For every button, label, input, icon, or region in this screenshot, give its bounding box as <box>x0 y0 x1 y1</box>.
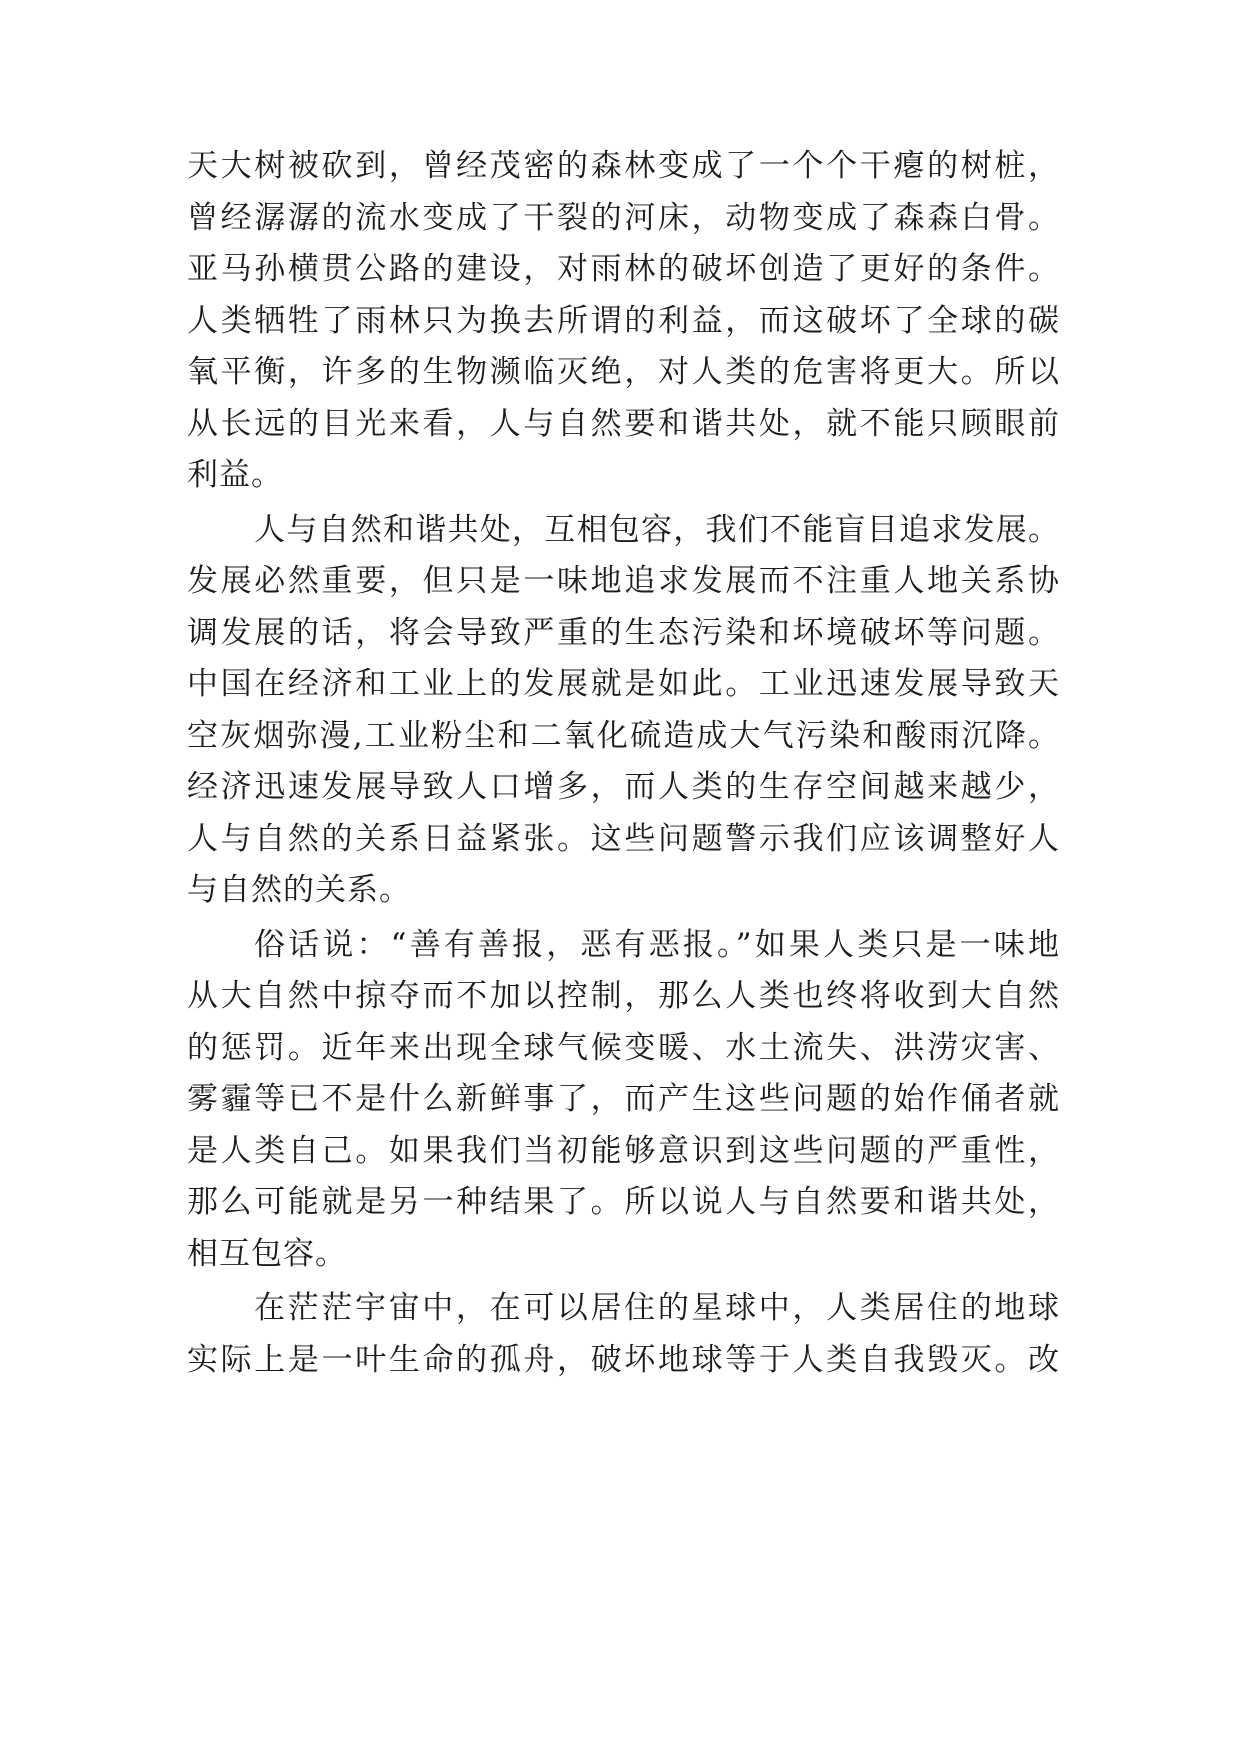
text-line: 人与自然的关系日益紧张。这些问题警示我们应该调整好人 <box>187 820 1060 857</box>
paragraph-1 <box>187 141 1060 502</box>
text-line: 与自然的关系。 <box>187 872 411 908</box>
paragraph-2 <box>187 505 1060 917</box>
text-line: 调发展的话，将会导致严重的生态污染和坏境破坏等问题。 <box>187 614 1060 651</box>
paragraph-4 <box>187 1283 1060 1386</box>
text-line: 人与自然和谐共处，互相包容，我们不能盲目追求发展。 <box>254 511 1060 548</box>
text-line: 是人类自己。如果我们当初能够意识到这些问题的严重性， <box>187 1132 1060 1169</box>
text-line: 亚马孙横贯公路的建设，对雨林的破坏创造了更好的条件。 <box>187 251 1060 287</box>
text-line: 那么可能就是另一种结果了。所以说人与自然要和谐共处， <box>187 1184 1060 1220</box>
text-line: 人类牺牲了雨林只为换去所谓的利益，而这破坏了全球的碳 <box>187 302 1060 339</box>
text-line: 氧平衡，许多的生物濒临灭绝，对人类的危害将更大。所以 <box>187 354 1060 390</box>
text-line: 从大自然中掠夺而不加以控制，那么人类也终将收到大自然 <box>187 978 1060 1014</box>
text-line: 在茫茫宇宙中，在可以居住的星球中，人类居住的地球 <box>254 1290 1060 1326</box>
text-line: 利益。 <box>187 457 283 493</box>
document-body <box>187 141 1060 1386</box>
text-line: 曾经潺潺的流水变成了干裂的河床，动物变成了森森白骨。 <box>187 199 1060 236</box>
text-line: 的惩罚。近年来出现全球气候变暖、水土流失、洪涝灾害、 <box>187 1029 1060 1066</box>
text-line: 发展必然重要，但只是一味地追求发展而不注重人地关系协 <box>187 563 1060 599</box>
text-line: 俗话说：“善有善报，恶有恶报。”如果人类只是一味地 <box>254 926 1060 963</box>
text-line: 相互包容。 <box>187 1235 347 1272</box>
text-line: 天大树被砍到，曾经茂密的森林变成了一个个干瘪的树桩， <box>187 148 1060 184</box>
paragraph-3 <box>187 920 1060 1281</box>
text-line: 雾霾等已不是什么新鲜事了，而产生这些问题的始作俑者就 <box>187 1081 1060 1117</box>
text-line: 从长远的目光来看，人与自然要和谐共处，就不能只顾眼前 <box>187 405 1060 442</box>
text-line: 空灰烟弥漫,工业粉尘和二氧化硫造成大气污染和酸雨沉降。 <box>187 717 1060 754</box>
text-line: 经济迅速发展导致人口增多，而人类的生存空间越来越少， <box>187 769 1060 805</box>
text-line: 中国在经济和工业上的发展就是如此。工业迅速发展导致天 <box>187 666 1060 702</box>
text-line: 实际上是一叶生命的孤舟，破坏地球等于人类自我毁灭。改 <box>187 1341 1060 1378</box>
